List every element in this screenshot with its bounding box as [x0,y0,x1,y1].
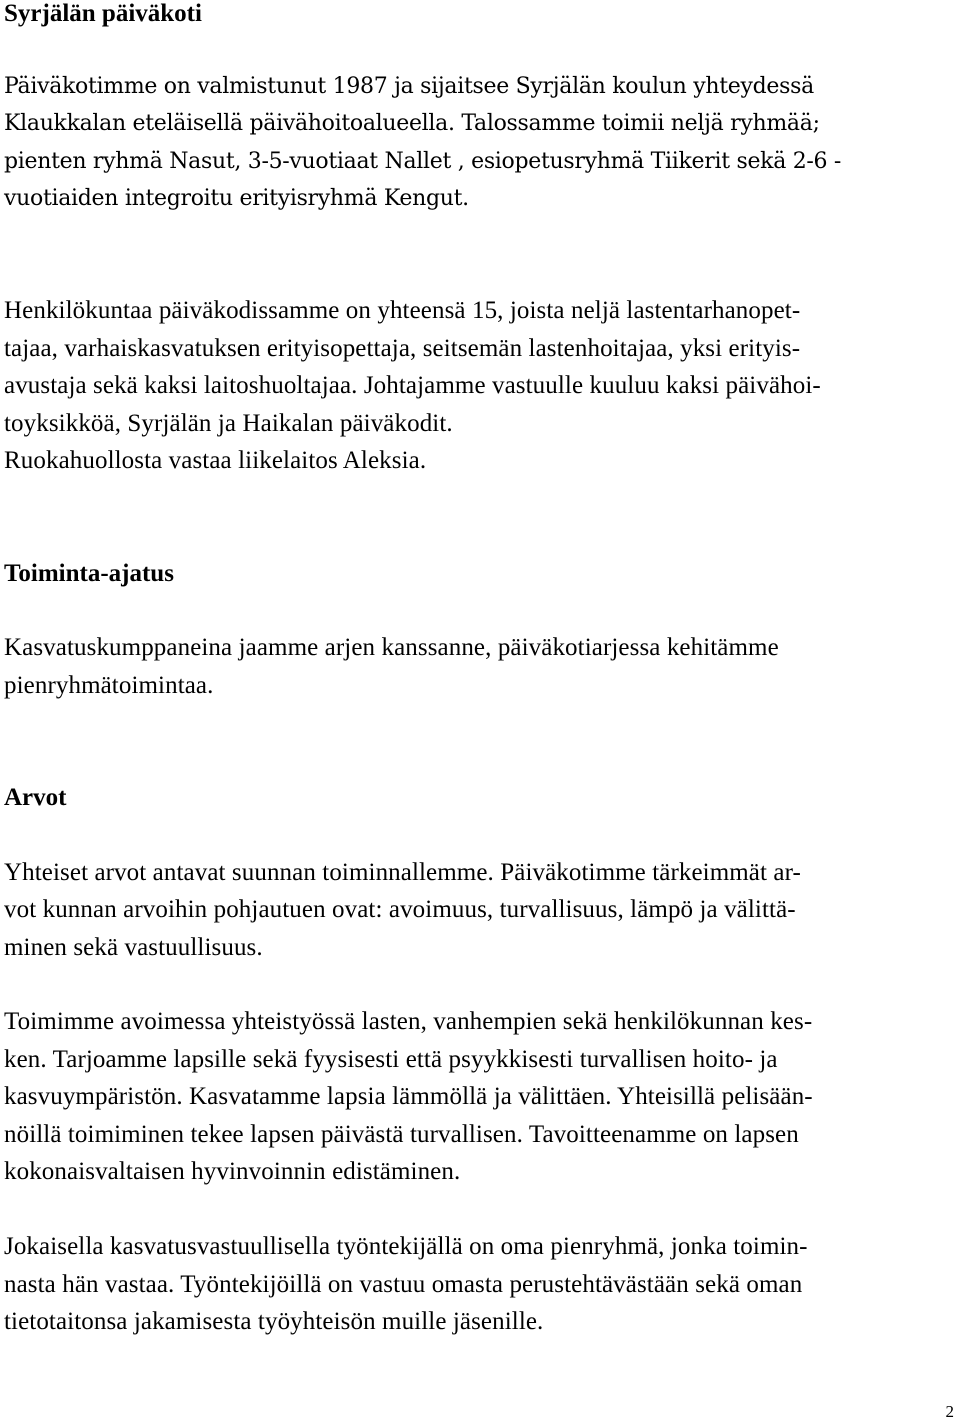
cooperation-line-1: Toimimme avoimessa yhteistyössä lasten, vanhempien sekä henkilökunnan kes- [4,1008,813,1035]
section-title-syrjalan-paivakoti: Syrjälän päiväkoti [4,0,202,27]
intro-line-1: Päiväkotimme on valmistunut 1987 ja sijaitsee Syrjälän koulun yhteydessä [4,74,814,99]
intro-line-4: vuotiaiden integroitu erityisryhmä Kengut. [4,186,469,211]
cooperation-line-2: ken. Tarjoamme lapsille sekä fyysisesti että psyykkisesti turvallisen hoito- ja [4,1046,778,1073]
page-number: 2 [945,1402,954,1421]
section-title-arvot: Arvot [4,784,67,811]
intro-line-2: Klaukkalan eteläisellä päivähoitoalueella. Talossamme toimii neljä ryhmää; [4,111,820,136]
responsibility-line-1: Jokaisella kasvatusvastuullisella työntekijällä on oma pienryhmä, jonka toimin- [4,1233,808,1260]
values-line-2: vot kunnan arvoihin pohjautuen ovat: avoimuus, turvallisuus, lämpö ja välittä- [4,896,796,923]
values-line-3: minen sekä vastuullisuus. [4,934,263,961]
staff-line-1: Henkilökuntaa päiväkodissamme on yhteensä 15, joista neljä lastentarhanopet- [4,297,801,324]
staff-line-5: Ruokahuollosta vastaa liikelaitos Aleksia. [4,447,427,474]
staff-line-4: toyksikköä, Syrjälän ja Haikalan päiväkodit. [4,410,453,437]
cooperation-line-4: nöillä toimiminen tekee lapsen päivästä turvallisen. Tavoitteenamme on lapsen [4,1121,799,1148]
mission-line-1: Kasvatuskumppaneina jaamme arjen kanssanne, päiväkotiarjessa kehitämme [4,634,779,661]
cooperation-line-3: kasvuympäristön. Kasvatamme lapsia lämmöllä ja välittäen. Yhteisillä pelisään- [4,1083,813,1110]
cooperation-line-5: kokonaisvaltaisen hyvinvoinnin edistäminen. [4,1158,461,1185]
responsibility-line-3: tietotaitonsa jakamisesta työyhteisön muille jäsenille. [4,1308,544,1335]
staff-line-3: avustaja sekä kaksi laitoshuoltajaa. Johtajamme vastuulle kuuluu kaksi päivähoi- [4,372,821,399]
section-title-toiminta-ajatus: Toiminta-ajatus [4,560,174,587]
mission-line-2: pienryhmätoimintaa. [4,672,214,699]
intro-line-3: pienten ryhmä Nasut, 3-5-vuotiaat Nallet , esiopetusryhmä Tiikerit sekä 2-6 - [4,149,842,174]
values-line-1: Yhteiset arvot antavat suunnan toiminnallemme. Päiväkotimme tärkeimmät ar- [4,859,801,886]
staff-line-2: tajaa, varhaiskasvatuksen erityisopettaja, seitsemän lastenhoitajaa, yksi erityis- [4,335,801,362]
responsibility-line-2: nasta hän vastaa. Työntekijöillä on vastuu omasta perustehtävästään sekä oman [4,1271,803,1298]
